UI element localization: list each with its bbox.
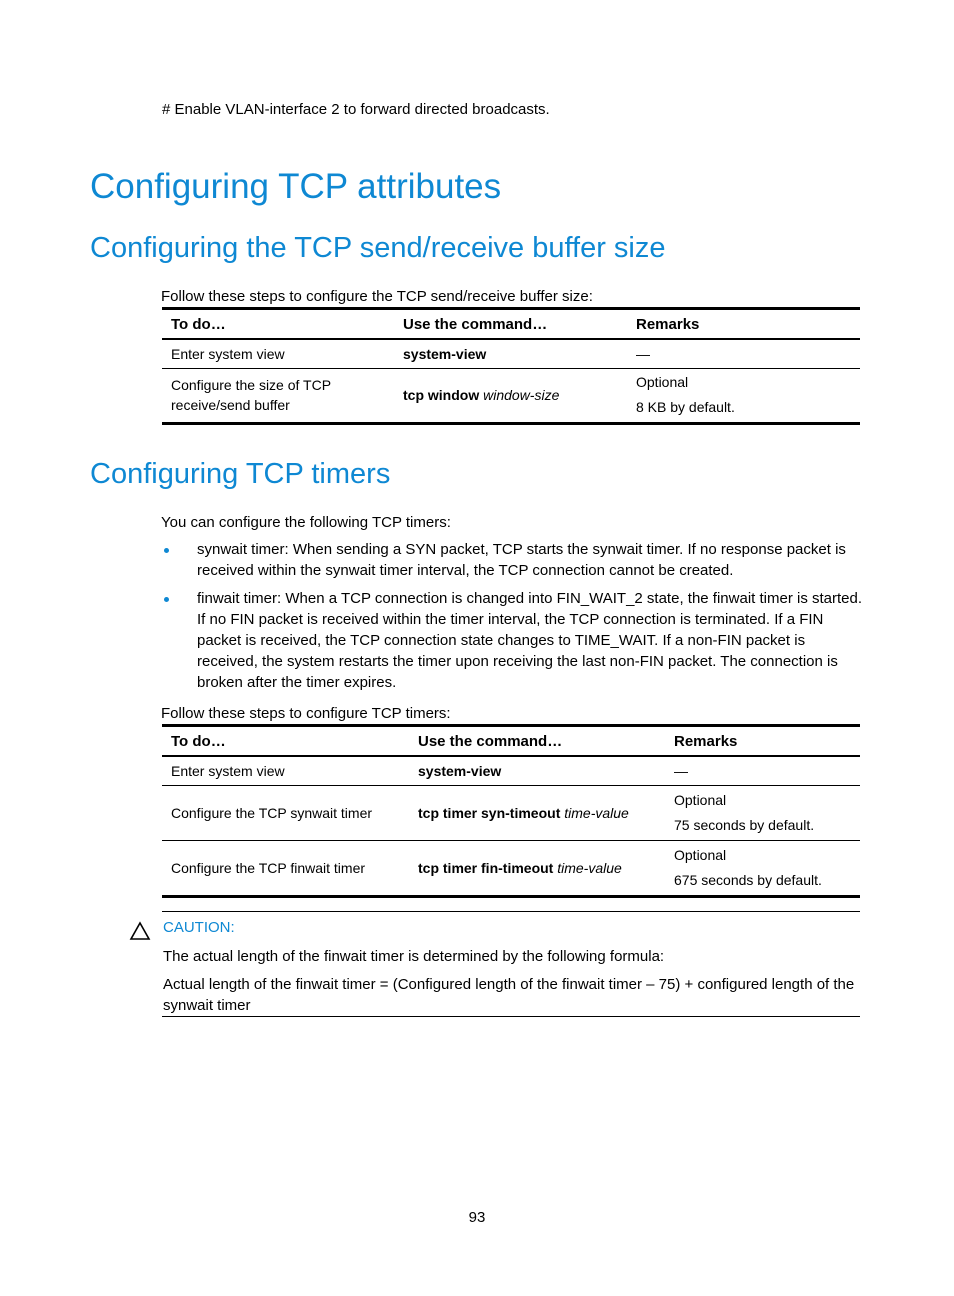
page-title: Configuring TCP attributes (90, 167, 502, 206)
cell-todo: Configure the TCP synwait timer (162, 785, 409, 840)
table-row (162, 785, 860, 840)
caution-line-2: Actual length of the finwait timer = (Configured length of the finwait timer – 75) + configured length of the synwait timer (163, 976, 855, 1014)
remark-default: 75 seconds by default. (674, 816, 815, 833)
cell-command (409, 756, 665, 785)
page-number: 93 (468, 1209, 486, 1226)
cell-command (409, 785, 665, 840)
section-heading-timers: Configuring TCP timers (90, 458, 391, 490)
col-header-todo: To do… (162, 309, 394, 340)
caution-bottom-rule (162, 1016, 860, 1017)
remark-optional: Optional (674, 791, 727, 808)
cell-todo: Configure the size of TCP receive/send buffer (162, 368, 394, 423)
section-heading-buffer: Configuring the TCP send/receive buffer size (90, 232, 666, 264)
table-row (162, 368, 860, 423)
table-header-row (162, 309, 860, 340)
command-argument: window-size (483, 387, 560, 403)
cell-remarks (665, 785, 860, 840)
cell-remarks (627, 339, 860, 368)
command-keyword: tcp timer syn-timeout (418, 804, 561, 821)
col-header-command: Use the command… (409, 726, 665, 757)
cell-command (409, 840, 665, 896)
command-keyword: tcp window (403, 387, 480, 403)
table-row (162, 339, 860, 368)
table-header-row (162, 726, 860, 757)
bullet-finwait: finwait timer: When a TCP connection is changed into FIN_WAIT_2 state, the finwait timer is started. If no FIN packet is received within the timer interval, the TCP connection is terminated. If a FIN packet is received, the TCP connection state changes to TIME_WAIT. If a non-FIN packet is received, the system restarts the timer upon receiving the last non-FIN packet. The connection is broken after the timer expires. (197, 590, 863, 691)
cell-remarks (665, 840, 860, 896)
remark-dash: — (674, 762, 688, 779)
bullet-icon (164, 597, 169, 602)
bullet-synwait: synwait timer: When sending a SYN packet, TCP starts the synwait timer. If no response packet is received within the synwait timer interval, the TCP connection cannot be created. (197, 541, 846, 579)
cell-command (394, 368, 627, 423)
buffer-lead: Follow these steps to configure the TCP send/receive buffer size: (161, 288, 593, 305)
timers-steps-lead: Follow these steps to configure TCP timers: (161, 705, 451, 722)
command-keyword: system-view (403, 345, 487, 362)
timers-lead: You can configure the following TCP timers: (161, 514, 451, 531)
cell-todo: Enter system view (162, 339, 394, 368)
remark-dash: — (636, 345, 650, 362)
cell-command (394, 339, 627, 368)
remark-optional: Optional (674, 846, 727, 863)
caution-top-rule (162, 911, 860, 912)
timers-table (162, 724, 860, 898)
col-header-todo: To do… (162, 726, 409, 757)
warning-triangle-icon (129, 921, 151, 941)
cell-todo: Enter system view (162, 756, 409, 785)
bullet-icon (164, 548, 169, 553)
caution-line-1: The actual length of the finwait timer is determined by the following formula: (163, 948, 665, 965)
table-row (162, 840, 860, 896)
buffer-table (162, 307, 860, 425)
remark-default: 675 seconds by default. (674, 871, 822, 888)
col-header-remarks: Remarks (627, 309, 860, 340)
col-header-remarks: Remarks (665, 726, 860, 757)
cell-todo: Configure the TCP finwait timer (162, 840, 409, 896)
cell-remarks (665, 756, 860, 785)
table-row (162, 756, 860, 785)
caution-label: CAUTION: (163, 919, 235, 936)
command-argument: time-value (557, 859, 622, 876)
col-header-command: Use the command… (394, 309, 627, 340)
remark-optional: Optional (636, 374, 689, 390)
command-keyword: system-view (418, 762, 502, 779)
command-argument: time-value (564, 804, 629, 821)
remark-default: 8 KB by default. (636, 399, 735, 415)
command-keyword: tcp timer fin-timeout (418, 859, 554, 876)
intro-line: # Enable VLAN-interface 2 to forward directed broadcasts. (162, 101, 550, 118)
cell-remarks (627, 368, 860, 423)
